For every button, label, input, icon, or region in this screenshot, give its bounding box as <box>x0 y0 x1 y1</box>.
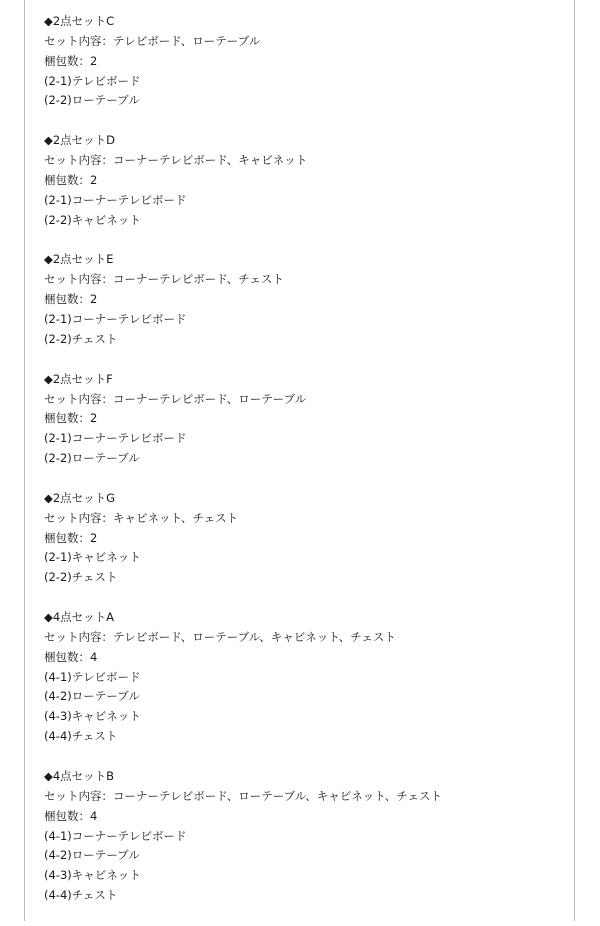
set-block-4b <box>44 767 564 906</box>
set-block-d <box>44 131 564 230</box>
set-block-c <box>44 12 564 111</box>
package-item: (2-2)ローテーブル <box>44 93 140 108</box>
package-item: (2-1)コーナーテレビボード <box>44 311 187 326</box>
package-item: (2-1)キャビネット <box>44 550 141 565</box>
set-title: ◆2点セットD <box>44 133 116 148</box>
package-item: (2-1)テレビボード <box>44 73 141 88</box>
set-contents: セット内容：キャビネット、チェスト <box>44 510 239 525</box>
set-contents: セット内容：テレビボード、ローテーブル <box>44 33 261 48</box>
set-title: ◆2点セットC <box>44 14 115 28</box>
set-block-e <box>44 250 564 349</box>
set-block-4a <box>44 608 564 747</box>
package-item: (4-2)ローテーブル <box>44 848 140 863</box>
set-title: ◆2点セットE <box>44 252 114 267</box>
set-contents: セット内容：コーナーテレビボード、キャビネット <box>44 153 308 168</box>
package-item: (2-1)コーナーテレビボード <box>44 431 187 446</box>
set-title: ◆2点セットF <box>44 371 113 386</box>
package-item: (2-2)チェスト <box>44 331 118 346</box>
set-block-f <box>44 370 564 469</box>
set-title: ◆4点セットA <box>44 610 115 625</box>
package-item: (4-1)テレビボード <box>44 669 141 684</box>
package-count: 梱包数：4 <box>44 808 98 823</box>
package-item: (2-1)コーナーテレビボード <box>44 192 187 207</box>
package-item: (4-1)コーナーテレビボード <box>44 828 187 843</box>
set-list <box>44 12 564 926</box>
package-count: 梱包数：2 <box>44 172 98 187</box>
package-count: 梱包数：2 <box>44 411 98 426</box>
package-item: (2-2)チェスト <box>44 570 118 585</box>
package-item: (2-2)ローテーブル <box>44 451 140 466</box>
set-contents: セット内容：コーナーテレビボード、チェスト <box>44 272 284 287</box>
set-block-g <box>44 489 564 588</box>
package-count: 梱包数：4 <box>44 649 98 664</box>
package-item: (4-2)ローテーブル <box>44 689 140 704</box>
package-count: 梱包数：2 <box>44 530 98 545</box>
package-item: (4-4)チェスト <box>44 888 118 903</box>
package-item: (4-3)キャビネット <box>44 868 141 883</box>
package-item: (2-2)キャビネット <box>44 212 141 227</box>
set-contents: セット内容：テレビボード、ローテーブル、キャビネット、チェスト <box>44 629 396 644</box>
package-item: (4-4)チェスト <box>44 729 118 744</box>
set-title: ◆4点セットB <box>44 769 115 783</box>
package-count: 梱包数：2 <box>44 53 98 68</box>
set-contents: セット内容：コーナーテレビボード、ローテーブル、キャビネット、チェスト <box>44 788 442 803</box>
package-item: (4-3)キャビネット <box>44 709 141 724</box>
set-title: ◆2点セットG <box>44 490 116 505</box>
package-count: 梱包数：2 <box>44 292 98 307</box>
set-contents: セット内容：コーナーテレビボード、ローテーブル <box>44 391 307 406</box>
